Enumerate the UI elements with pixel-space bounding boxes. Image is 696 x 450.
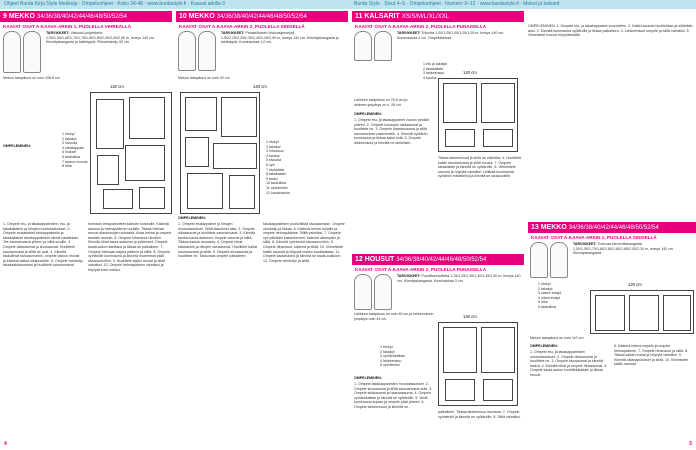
- legend-item: 10 taskuliina: [266, 181, 286, 186]
- section-9-part: [97, 155, 119, 185]
- legend-item: 3 sivuosa: [62, 141, 78, 146]
- section-10-materials: [221, 31, 345, 75]
- section-9-front-sketch: [3, 31, 21, 73]
- section-13-width-label: 120 cm: [628, 282, 642, 287]
- section-10-steps: 1. Ompele etukappaleet ja hihojen muotolaskokset. Silitä laskokset alas. 2. Ompele olkasaumat ja huolittele saumanvarat. 3. Kiinnitä kaulus kaula-aukkoon, ompele saumat ja silitä. Tikkaa kaulus reunasta. 4. Ompele hihat käsivarsiin ja hihojen sivusaumat. Huolittele kaikki saumanvarat ja silitä. 5. Ompele sivusaumat ja huolittele ne. Taskuosat ompele paikalleen.: [178, 222, 258, 259]
- section-13-materials-text: Tukevaa kierrevillakangasta 1,50/1,50/1,75/1,80/1,80/1,80/1,85/2,05/2,10 m, leveys 140 cm. Kiinnityskangasta.: [573, 242, 674, 256]
- legend-item: 1 etukpl: [380, 345, 393, 349]
- section-13-part: [663, 295, 691, 331]
- section-11-materials-title: TARVIKKEET:: [397, 31, 421, 35]
- section-9-materials-title: TARVIKKEET:: [46, 31, 70, 35]
- section-9-part: [96, 99, 124, 149]
- section-10-part: [185, 137, 209, 167]
- section-12-cutting-layout: [438, 322, 518, 406]
- section-11-materials-text: Trikoota 1,00/1,05/1,05/1,05/1,05 m, leveys 140 cm. Kuminauhaa 4 cm. Ompelulankaa.: [397, 31, 505, 40]
- section-10-part: [213, 143, 257, 169]
- legend-item: 7 taskun reunus: [62, 159, 88, 164]
- section-13-steps-title: OMPELEMINEN:: [530, 344, 558, 348]
- section-9-part: [139, 187, 165, 209]
- section-10-part: [185, 97, 217, 131]
- section-11-col3: OMPELEMINEN: 1. Ompele etu- ja takakappaleet vuorotellen. 2. Kaikki saumat huolitellaan ja silitetään auki. 3. Kiinnitä kuminauha vyötärölle ja tikkaa paikalleen. 4. Lahkeensuut ompele ja silitä valmiiksi. 5. Viimeistele housut höyryttämällä.: [528, 24, 693, 38]
- section-11-sizes: XS/S/M/L/XL/XXL: [401, 14, 450, 20]
- section-11-steps-title: OMPELEMINEN:: [354, 112, 382, 116]
- section-12-sizes: 34/36/38/40/42/44/46/48/50/52/54: [396, 257, 487, 263]
- section-9-steps-title: OMPELEMINEN:: [3, 144, 31, 148]
- section-9-materials: [46, 31, 170, 71]
- section-9-part: [129, 97, 165, 139]
- section-11-title-bar: [352, 11, 524, 22]
- section-11-steps: 1. Ompele etu- ja takakappaleet vuoron perään yhteen. 2. Ompele housujen sisäsaumat ja huolittele ne. 3. Ompele haaransauma ja silitä saumanvarat vasemmalle. 4. Kiinnitä vyötärön kuminauha ja tikkaa kaksi riviä. 5. Ompele lahkeensuut ja kiinnitä ne lahkeisiin.: [354, 118, 430, 145]
- legend-item: 11 vyönlenkki: [266, 185, 288, 190]
- section-9-steps-cont: helmaan tetrapainotteet lukitsee korkealle. Käännä alavara ja helmapäärme nurjalle. Tikkaa helman reunat alasaumojen kohdalta. Avaa helma ja ompele tasaisin askelin. 6. Ompele hihansuut hihoihin. Kiinnitä hihat kaula-aukkoon ja päärmeet. Ompele kaula-aukon kanttaus ja tikkaa se paikalleen. 7. Ompele helmaan kapea päärme ja silitä. 8. Ompele vyötärölle kuminauha ja kiinnitä molemmat päät sivusaumoihin. 9. Huolittele kaikki reunat ja silitä valmiiksi. 10. Ompele helmapäärme valmiiksi ja höyrytä koko mekko.: [88, 222, 172, 272]
- section-13-pattern-info: KAAVAT OSAT A-KAAVA-ARKIN 1, PUOLELLA SINISELLÄ: [531, 235, 657, 240]
- section-12-steps-title: OMPELEMINEN:: [354, 376, 382, 380]
- section-12-title-bar: [352, 254, 524, 265]
- legend-item: 2 takakpl: [380, 349, 395, 354]
- section-12-front-sketch: [354, 274, 372, 310]
- section-9-legend: [62, 132, 88, 169]
- section-13-sizes: 34/36/38/40/42/44/46/48/50/52/54: [568, 225, 659, 231]
- section-10-part: [229, 175, 255, 209]
- section-13-cutting-layout: [590, 290, 694, 334]
- legend-item: 1 etukpl: [266, 140, 279, 144]
- section-10-steps-cont: takakappaleiden puolivälistä sivusaumaan. Ompele vetoketju ja tikkaa. 6. Käännä helma nurjalle ja ompele helmapäärme. Silitä valmiiksi. 7. Ompele vyö pitkittäin kaksinkerroin, käännä oikeinpäin ja silitä. 8. Kiinnitä vyönlenkit sivusaumoihin. 9. Ompele hihansuut, käännä ja silitä. 10. Viimeistele kaikki saumat ja höyrytä mekko kauttaaltaan. 11. Ompele kaulanauha ja kiinnitä se kaula-aukkoon. 12. Ompele vetoketju ja silitä.: [263, 222, 345, 263]
- section-11-materials: [397, 31, 521, 61]
- section-12-pattern-info: KAAVAT OSAT A-KAAVA-ARKIN 2, PUOLELLA PUNAISELLA: [355, 267, 487, 272]
- section-13-materials-title: TARVIKKEET:: [573, 242, 597, 246]
- section-11-steps-cont: Tikkaa lahkeensuut ja silitä ne valmiiksi. 6. Huolittele kaikki saumanvarat ja silitä housut. 7. Ompele takakaitale ja kiinnitä se vyötärölle. 8. Viimeistele saumat ja höyrytä valmiiksi. Leikkaa kuminauha vyötärön mittaiseksi ja kiinnitä se sisäpuolelle.: [438, 156, 522, 179]
- section-12-materials-title: TARVIKKEET:: [397, 274, 421, 278]
- section-12-title: 12 HOUSUT: [355, 256, 395, 263]
- legend-item: 4 olkakappale: [62, 145, 85, 150]
- section-10-title-bar: [176, 11, 348, 22]
- section-13-back-sketch: [550, 242, 568, 278]
- section-11-part: [443, 83, 477, 123]
- legend-item: 3 vyötärökaitale: [380, 354, 406, 359]
- section-13-front-sketch: [530, 242, 548, 278]
- running-header-left: Ohjeet Burda Kirja Style Mekkoja · Ompeluohjeet · Koko 34-48 · www.burdastyle.fi · Kaavat arkilla 3: [4, 1, 225, 7]
- legend-item: 6 vyö: [266, 162, 275, 167]
- top-running-header: [0, 0, 696, 9]
- legend-item: 12 kaulanauha: [266, 190, 290, 195]
- legend-item: 2 takakpl: [538, 286, 553, 291]
- section-10-title: 10 MEKKO: [179, 13, 215, 20]
- section-9-title: 9 MEKKO: [3, 13, 35, 20]
- section-11-pattern-info: KAAVAT OSAT A-KAAVA-ARKIN 2, PUOLELLA PUNAISELLA: [355, 24, 487, 29]
- section-13-materials: [573, 242, 694, 280]
- section-11-part: [481, 83, 515, 123]
- section-11-width-label: 140 cm: [463, 70, 477, 75]
- section-12-materials: [397, 274, 521, 310]
- section-12-part: [445, 379, 475, 401]
- page-number-right: 5: [689, 441, 692, 447]
- legend-item: 3 hihansuu: [266, 149, 284, 154]
- section-11-part: [445, 129, 475, 147]
- section-9-part: [125, 145, 165, 181]
- section-10-width-label: 140 cm: [253, 84, 267, 89]
- legend-item: 1 etukpl: [538, 282, 551, 286]
- legend-item: 2 takakpl: [266, 144, 281, 149]
- section-10-materials-title: TARVIKKEET:: [221, 31, 245, 35]
- legend-item: 3 vasen etukpl: [538, 291, 562, 296]
- section-9-sizes: 34/36/38/40/42/44/46/48/50/52/54: [36, 14, 127, 20]
- legend-item: 5 vyönlenkki: [380, 363, 400, 368]
- section-13-steps: 1. Ompele etu- ja takakappaleiden muotolaskokset. 2. Ompele olkasaumat ja huolittele ne. 3. Ompele sivusaumat ja kiinnitä taskut. 4. Kiinnitä hihat ja ompele hihasaumat. 5. Ompele kaula-aukon huolittelukaitale ja tikkaa reunat.: [530, 350, 608, 377]
- page-number-left: 4: [4, 441, 7, 447]
- section-9-part: [103, 189, 133, 209]
- legend-item: 5 hiha: [538, 300, 548, 305]
- section-12-cut-note: Lahkeen sisäpituus on noin 60 cm ja lahkeensuun ympärys noin 44 cm.: [354, 312, 434, 321]
- section-11-back-sketch: [374, 31, 392, 61]
- section-12-back-sketch: [374, 274, 392, 310]
- section-11-part: [483, 129, 513, 147]
- section-12-part: [443, 327, 477, 373]
- section-12-materials-text: Puuvillasekoitetta 1,25/1,25/1,35/1,40/1,45/1,50 m, leveys 140 cm. Kiinnityskangasta. Kuminauhaa 3 cm.: [397, 274, 521, 283]
- section-10-part: [187, 173, 223, 209]
- section-9-cut-note: Mekon takapituus on noin 108,8 cm: [3, 76, 60, 80]
- legend-item: 4 kaulus: [423, 75, 437, 80]
- section-10-materials-text: Pintakiiltoinen viskoosijerseytä 1,50/2,25/2,25/2,35/2,40/2,45/2,50 m, leveys 140 cm. Kiinnityskangasta ja tukiteippiä. Kuminauhaa 1,0 cm.: [221, 31, 339, 45]
- section-10-pattern-info: KAAVAT OSAT A-KAAVA-ARKIN 2, PUOLELLA SINISELLÄ: [179, 24, 305, 29]
- section-11-cutting-layout: [438, 78, 518, 152]
- section-10-sizes: 34/36/38/40/42/44/46/48/50/52/54: [216, 14, 307, 20]
- section-13-title-bar: [528, 222, 696, 233]
- legend-item: 8 takakaitale: [266, 172, 287, 177]
- section-13-steps-cont: 6. Käännä helma nurjalle ja ompele helmapäärme. 7. Ompele hihansuut ja silitä. 8. Tikkaa kaikki reunat ja höyrytä valmiiksi. 9. Kiinnitä olkanaputukset ja silitä. 10. Viimeistele kaikki saumat.: [614, 344, 689, 367]
- section-11-title: 11 KALSARIT: [355, 13, 400, 20]
- section-13-cut-note: Mekon takapituus on noin 110 cm.: [530, 336, 585, 340]
- section-12-part: [483, 379, 513, 401]
- section-10-cut-note: Mekon takapituus on noin 92 cm: [178, 76, 230, 80]
- section-13-legend: [538, 282, 561, 310]
- section-9-steps: 1. Ompele etu- ja takakappaleiden, etu- ja takakaitaleet ja hihojen muotolaskokset. 2. Ompele etukaitaleet etukappaleisiin ja takakaitaleet takakappaleisiin oikeat vastakkain. Tee saumanvarat yhteen ja silitä sivuille. 3. Ompele olkasaumat ja sivusaumat. Huolittele saumanvarat ja silitä ne auki. 4. Kiinnitä taskuliinat sivusaumoihin, ompele taskun reunat ja käännä taskut sisäpuolelle. 5. Ompele vetoketju takakeskisaumaan ja huolittele saumanvarat.: [3, 222, 83, 268]
- legend-item: 6 taskuliina: [538, 304, 556, 309]
- legend-item: 4 oikea etukpl: [538, 295, 561, 300]
- legend-item: 5 sivuosa: [266, 158, 282, 163]
- legend-item: 6 taskuliina: [62, 154, 80, 159]
- section-12-steps-cont: paikalleen. Tikkaa lahkeensuu reunasta. 7. Ompele vyönlenkit ja kiinnitä ne vyötärölle. 8. Silitä valmiiksi.: [438, 410, 521, 419]
- legend-item: 4 kaulus: [266, 153, 280, 158]
- legend-item: 2 takakaitale: [423, 66, 444, 71]
- section-9-width-label: 140 cm: [110, 84, 124, 89]
- legend-item: 2 takakpl: [62, 136, 77, 141]
- legend-item: 7 etukaitale: [266, 167, 285, 172]
- section-13-part: [629, 295, 659, 331]
- section-11-cut-note: Lahkeen sisäpituus on 76,5 cm ja lahkeen ympärys on n. 28 cm.: [354, 98, 408, 107]
- legend-item: 5 hiukset: [62, 150, 77, 155]
- section-13-title: 13 MEKKO: [531, 224, 567, 231]
- section-10-back-sketch: [198, 31, 216, 71]
- section-12-part: [481, 327, 515, 373]
- section-12-legend: [380, 345, 405, 368]
- section-9-back-sketch: [23, 31, 41, 73]
- legend-item: 1 etukpl: [62, 132, 75, 136]
- section-12-width-label: 140 cm: [463, 314, 477, 319]
- legend-item: 9 tasku: [266, 176, 278, 181]
- legend-item: 8 hiha: [62, 164, 72, 169]
- section-9-pattern-info: KAAVAT OSAT A-KAAVA-ARKIN 1, PUOLELLA VIHREÄLLÄ: [3, 24, 132, 29]
- section-10-cutting-layout: [180, 92, 260, 214]
- section-10-part: [221, 97, 257, 137]
- section-9-cutting-layout: [90, 92, 172, 214]
- section-10-front-sketch: [178, 31, 196, 71]
- section-11-front-sketch: [354, 31, 372, 61]
- section-13-part: [595, 295, 625, 331]
- legend-item: 3 lahkeensuu: [423, 71, 445, 76]
- section-10-legend: [266, 140, 290, 195]
- legend-item: 4 lahkeensuu: [380, 358, 402, 363]
- section-9-materials-text: Viskoosi-polyesteria 1,50/1,50/1,60/1,70/1,75/1,80/1,80/2,00/2,00/2,05 m, leveys 140 cm. Kiinnityskangasta ja tukiteippiä. Piilovetoketju 50 cm.: [46, 31, 155, 45]
- legend-item: 1 etu ja takakpl: [423, 62, 448, 66]
- section-10-steps-title: OMPELEMINEN:: [178, 216, 206, 220]
- running-header-right: Burda Style · Sivut 4–5 · Ompeluohjeet · Numero 9–12 · www.burdastyle.fi · Mekot ja kalsarit: [354, 1, 560, 7]
- section-12-steps: 1. Ompele takakappaleiden muotolaskokset. 2. Ompele sivusaumat ja silitä saumanvarat auki. 3. Ompele sisäsaumat ja haaransauma. 4. Ompele vyötärökaitale ja kiinnitä se vyötärölle. 5. Vedä kuminauha kujaan ja ompele päät yhteen. 6. Ompele lahkeensuut ja kiinnitä ne.: [354, 382, 433, 409]
- section-9-title-bar: [0, 11, 172, 22]
- section-9-note: [3, 144, 58, 156]
